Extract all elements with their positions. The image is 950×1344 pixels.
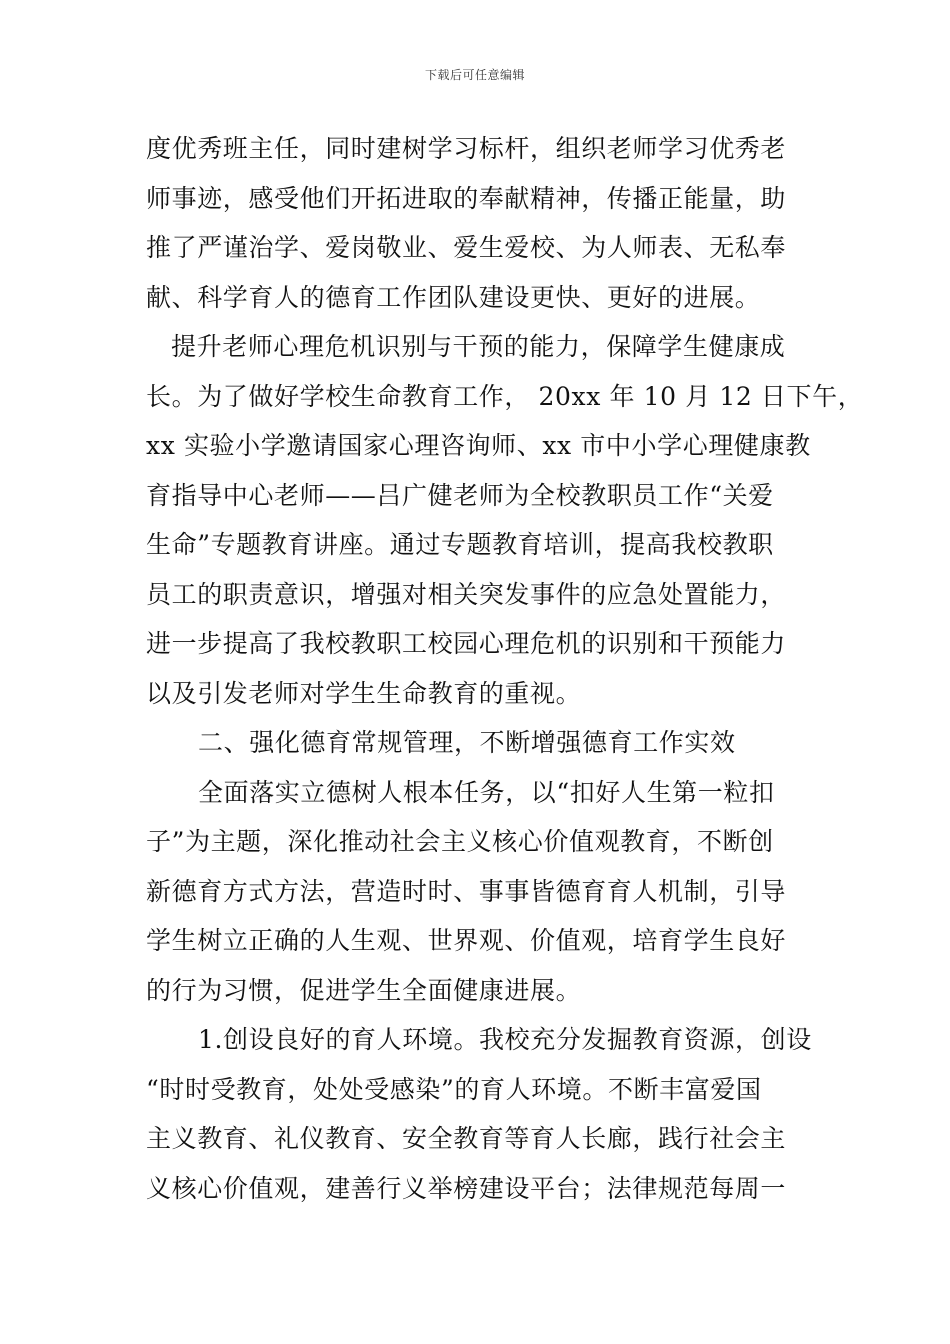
paragraph-line: 献、科学育人的德育工作团队建设更快、更好的进展。 bbox=[146, 282, 761, 312]
paragraph-line: 提升老师心理危机识别与干预的能力，保障学生健康成 bbox=[171, 332, 786, 361]
paragraph-line: 1.创设良好的育人环境。我校充分发掘教育资源，创设 bbox=[198, 1025, 812, 1054]
paragraph-line: 育指导中心老师——吕广健老师为全校教职员工作“关爱 bbox=[146, 480, 774, 510]
paragraph-line: “时时受教育，处处受感染”的育人环境。不断丰富爱国 bbox=[146, 1074, 762, 1104]
paragraph-line: 员工的职责意识，增强对相关突发事件的应急处置能力， bbox=[146, 579, 787, 609]
document-body bbox=[146, 124, 864, 1213]
paragraph-line: 以及引发老师对学生生命教育的重视。 bbox=[146, 678, 582, 708]
paragraph-line: 的行为习惯，促进学生全面健康进展。 bbox=[146, 975, 582, 1005]
paragraph-line: 度优秀班主任，同时建树学习标杆，组织老师学习优秀老 bbox=[146, 134, 787, 163]
paragraph-line: xx 实验小学邀请国家心理咨询师、xx 市中小学心理健康教 bbox=[146, 431, 811, 460]
paragraph-line: 进一步提高了我校教职工校园心理危机的识别和干预能力 bbox=[146, 629, 787, 658]
paragraph-line: 子”为主题，深化推动社会主义核心价值观教育，不断创 bbox=[146, 827, 774, 856]
paragraph-line: 推了严谨治学、爱岗敬业、爱生爱校、为人师表、无私奉 bbox=[146, 233, 787, 262]
paragraph-line: 长。为了做好学校生命教育工作， 20xx 年 10 月 12 日下午， bbox=[146, 381, 864, 411]
paragraph-line: 学生树立正确的人生观、世界观、价值观，培育学生良好 bbox=[146, 926, 787, 955]
paragraph-line: 义核心价值观，建善行义举榜建设平台；法律规范每周一 bbox=[146, 1173, 787, 1203]
paragraph-line: 新德育方式方法，营造时时、事事皆德育育人机制，引导 bbox=[146, 876, 787, 906]
paragraph-line: 全面落实立德树人根本任务，以“扣好人生第一粒扣 bbox=[198, 777, 775, 807]
download-note: 下载后可任意编辑 bbox=[424, 68, 525, 82]
section-heading: 二、强化德育常规管理，不断增强德育工作实效 bbox=[198, 728, 736, 757]
paragraph-line: 生命”专题教育讲座。通过专题教育培训，提高我校教职 bbox=[146, 530, 774, 559]
paragraph-line: 主义教育、礼仪教育、安全教育等育人长廊，践行社会主 bbox=[146, 1124, 787, 1153]
paragraph-line: 师事迹，感受他们开拓进取的奉献精神，传播正能量，助 bbox=[146, 183, 787, 213]
